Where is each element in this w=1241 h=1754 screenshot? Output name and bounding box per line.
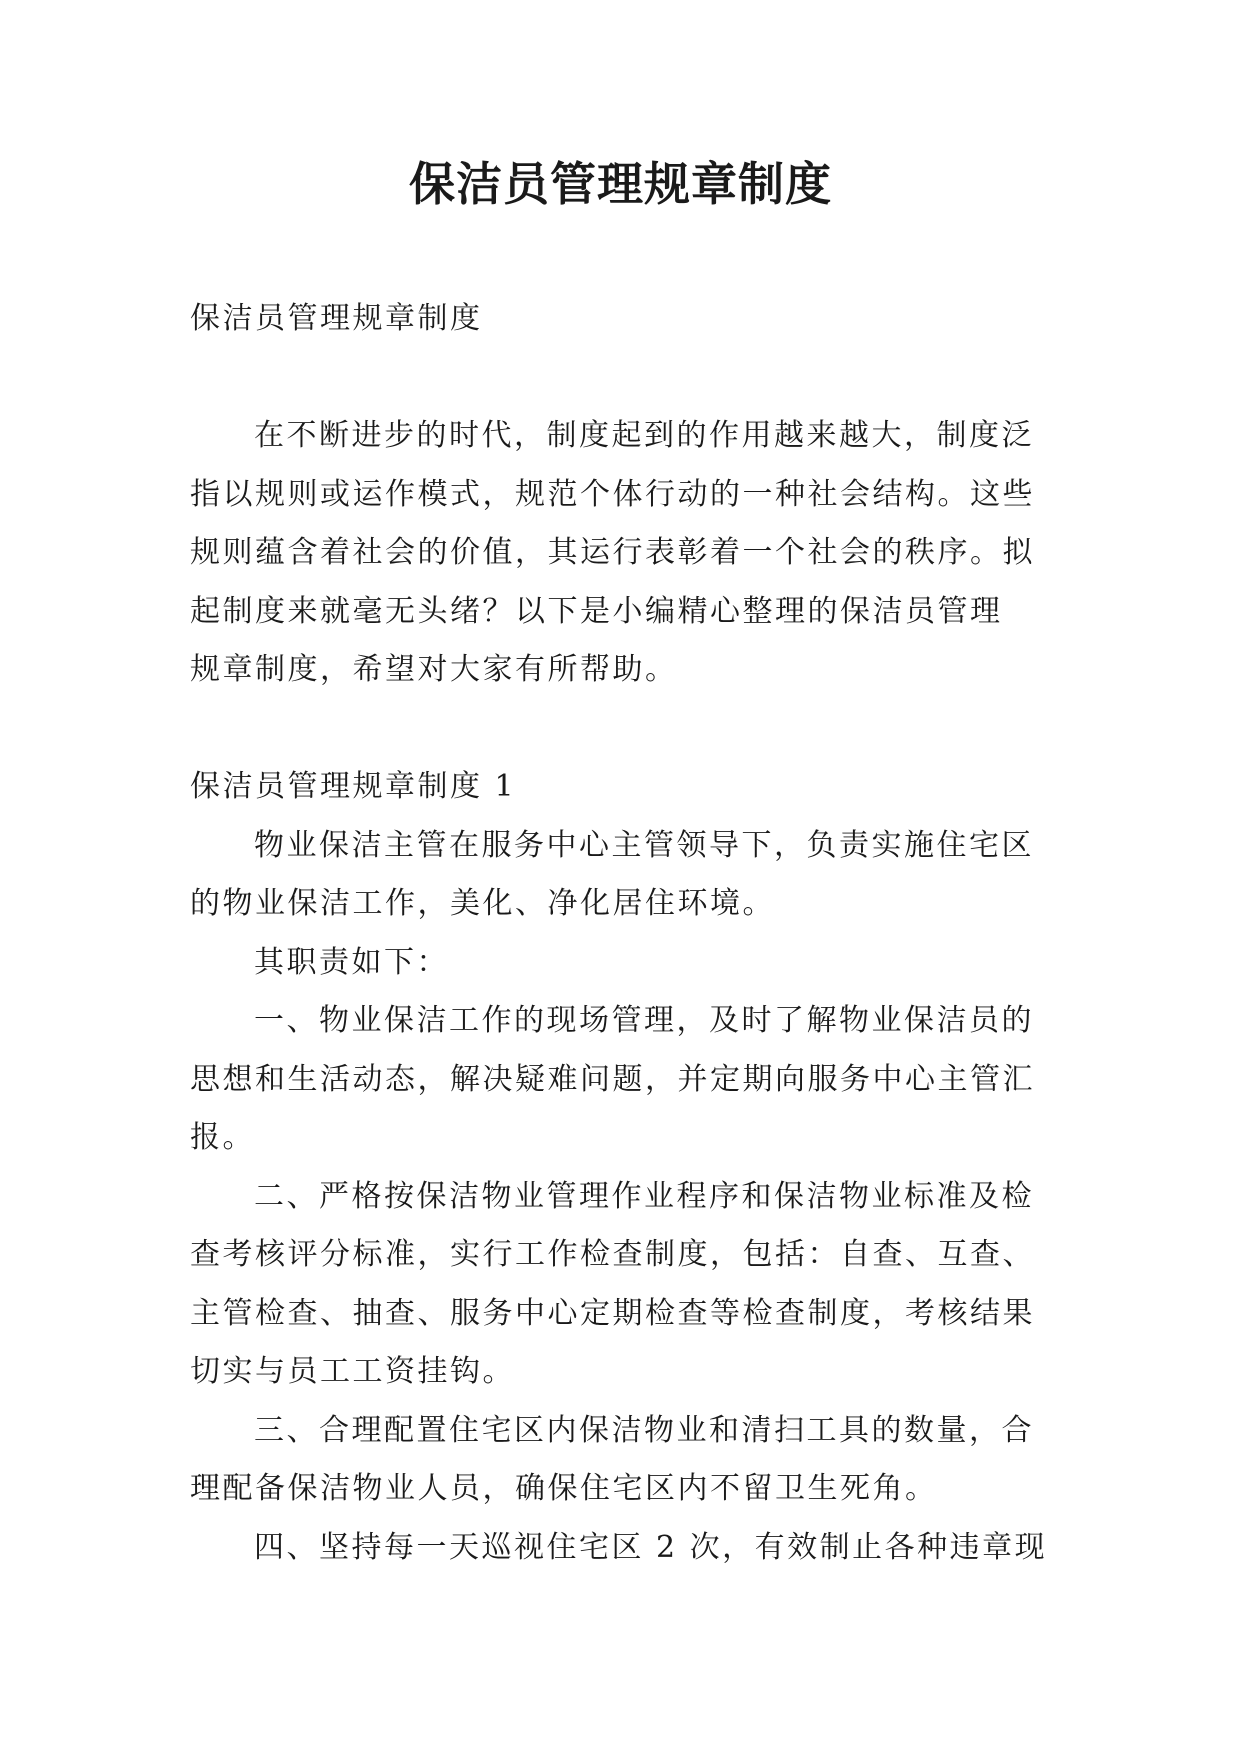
document-subtitle: 保洁员管理规章制度	[190, 301, 483, 336]
section-line-3: 其职责如下：	[254, 944, 449, 980]
intro-line-4: 起制度来就毫无头绪？以下是小编精心整理的保洁员管理	[190, 593, 1003, 629]
section-line-7: 二、严格按保洁物业管理作业程序和保洁物业标准及检	[254, 1178, 1034, 1214]
blank-line	[190, 700, 1060, 759]
document-title: 保洁员管理规章制度	[409, 157, 832, 211]
blank-line	[190, 349, 1060, 408]
intro-line-5: 规章制度，希望对大家有所帮助。	[190, 652, 678, 687]
section-line-4: 一、物业保洁工作的现场管理，及时了解物业保洁员的	[254, 1003, 1034, 1038]
intro-line-3: 规则蕴含着社会的价值，其运行表彰着一个社会的秩序。拟	[190, 535, 1035, 570]
section-line-5: 思想和生活动态，解决疑难问题，并定期向服务中心主管汇	[190, 1061, 1035, 1097]
section-line-9: 主管检查、抽查、服务中心定期检查等检查制度，考核结果	[190, 1295, 1035, 1331]
section-line-13: 四、坚持每一天巡视住宅区 2 次，有效制止各种违章现	[254, 1529, 1048, 1565]
section-line-12: 理配备保洁物业人员，确保住宅区内不留卫生死角。	[190, 1471, 938, 1506]
section-line-2: 的物业保洁工作，美化、净化居住环境。	[190, 886, 775, 921]
section-line-8: 查考核评分标准，实行工作检查制度，包括：自查、互查、	[190, 1237, 1035, 1272]
section-line-11: 三、合理配置住宅区内保洁物业和清扫工具的数量，合	[254, 1412, 1034, 1448]
section-line-10: 切实与员工工资挂钩。	[190, 1354, 515, 1389]
intro-line-2: 指以规则或运作模式，规范个体行动的一种社会结构。这些	[190, 476, 1035, 512]
document-body	[190, 290, 1060, 1577]
section-line-1: 物业保洁主管在服务中心主管领导下，负责实施住宅区	[254, 827, 1034, 863]
section-line-6: 报。	[190, 1120, 255, 1155]
section-heading: 保洁员管理规章制度 1	[190, 769, 517, 804]
intro-line-1: 在不断进步的时代，制度起到的作用越来越大，制度泛	[254, 418, 1034, 453]
